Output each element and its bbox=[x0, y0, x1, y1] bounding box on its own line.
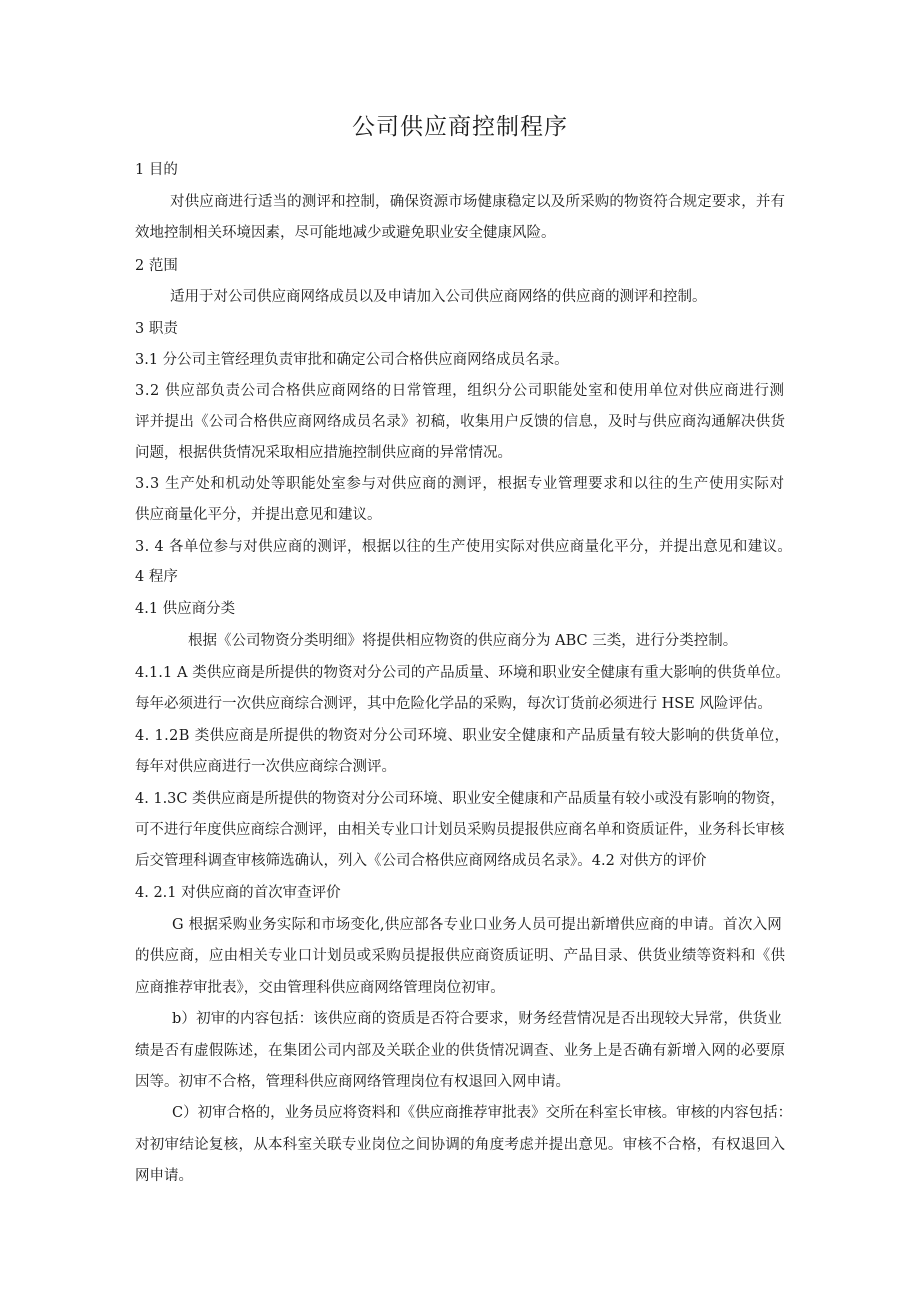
text-line: 3. 4 各单位参与对供应商的测评，根据以往的生产使用实际对供应商量化平分，并提出意见和建议。 bbox=[135, 539, 793, 555]
text-line: 4.1.1 A 类供应商是所提供的物资对分公司的产品质量、环境和职业安全健康有重大影响的供货单位。 bbox=[135, 665, 790, 681]
text-line: 效地控制相关环境因素，尽可能地减少或避免职业安全健康风险。 bbox=[135, 225, 556, 241]
text-line: 3.2 供应部负责公司合格供应商网络的日常管理，组织分公司职能处室和使用单位对供应商进行测 bbox=[135, 383, 785, 399]
text-line: 供应商量化平分，并提出意见和建议。 bbox=[135, 507, 382, 523]
text-line: 网申请。 bbox=[135, 1168, 193, 1184]
text-line: 问题，根据供货情况采取相应措施控制供应商的异常情况。 bbox=[135, 445, 512, 461]
text-line: 根据《公司物资分类明细》将提供相应物资的供应商分为 ABC 三类，进行分类控制。 bbox=[188, 633, 738, 649]
text-line: 后交管理科调查审核筛选确认，列入《公司合格供应商网络成员名录》。4.2 对供方的评价 bbox=[135, 853, 707, 869]
text-line: 3 职责 bbox=[135, 321, 178, 337]
text-line: 3.3 生产处和机动处等职能处室参与对供应商的测评，根据专业管理要求和以往的生产使用实际对 bbox=[135, 476, 785, 492]
text-line: 4.1 供应商分类 bbox=[135, 601, 236, 617]
text-line: G 根据采购业务实际和市场变化,供应部各专业口业务人员可提出新增供应商的申请。首次入网 bbox=[172, 917, 782, 933]
text-line: 2 范围 bbox=[135, 258, 178, 274]
text-line: 绩是否有虚假陈述，在集团公司内部及关联企业的供货情况调查、业务上是否确有新增入网的必要原 bbox=[135, 1043, 786, 1059]
text-line: 可不进行年度供应商综合测评，由相关专业口计划员采购员提报供应商名单和资质证件，业务科长审核 bbox=[135, 822, 785, 838]
text-line: 的供应商，应由相关专业口计划员或采购员提报供应商资质证明、产品目录、供货业绩等资料和《供 bbox=[135, 948, 786, 964]
text-line: 4. 2.1 对供应商的首次审查评价 bbox=[135, 885, 341, 901]
page-title: 公司供应商控制程序 bbox=[352, 114, 568, 140]
text-line: 4. 1.2B 类供应商是所提供的物资对分公司环境、职业安全健康和产品质量有较大影响的供货单位， bbox=[135, 728, 790, 744]
text-line: 评并提出《公司合格供应商网络成员名录》初稿，收集用户反馈的信息，及时与供应商沟通解决供货 bbox=[135, 414, 786, 430]
text-line: 3.1 分公司主管经理负责审批和确定公司合格供应商网络成员名录。 bbox=[135, 352, 569, 368]
text-line: 对初审结论复核，从本科室关联专业岗位之间协调的角度考虑并提出意见。审核不合格，有权退回入 bbox=[135, 1137, 786, 1153]
text-line: 适用于对公司供应商网络成员以及申请加入公司供应商网络的供应商的测评和控制。 bbox=[170, 289, 707, 305]
text-line: 1 目的 bbox=[135, 162, 178, 178]
text-line: 每年必须进行一次供应商综合测评，其中危险化学品的采购，每次订货前必须进行 HSE 风险评估。 bbox=[135, 696, 772, 712]
text-line: 每年对供应商进行一次供应商综合测评。 bbox=[135, 759, 396, 775]
text-line: 因等。初审不合格，管理科供应商网络管理岗位有权退回入网申请。 bbox=[135, 1074, 570, 1090]
text-line: 对供应商进行适当的测评和控制，确保资源市场健康稳定以及所采购的物资符合规定要求，并有 bbox=[170, 194, 786, 210]
text-line: 4. 1.3C 类供应商是所提供的物资对分公司环境、职业安全健康和产品质量有较小或没有影响的物资， bbox=[135, 791, 785, 807]
text-line: 应商推荐审批表》，交由管理科供应商网络管理岗位初审。 bbox=[135, 980, 505, 996]
text-line: b）初审的内容包括：该供应商的资质是否符合要求，财务经营情况是否出现较大异常，供货业 bbox=[172, 1011, 782, 1027]
text-line: C）初审合格的，业务员应将资料和《供应商推荐审批表》交所在科室长审核。审核的内容包括： bbox=[172, 1105, 793, 1121]
text-line: 4 程序 bbox=[135, 569, 178, 585]
